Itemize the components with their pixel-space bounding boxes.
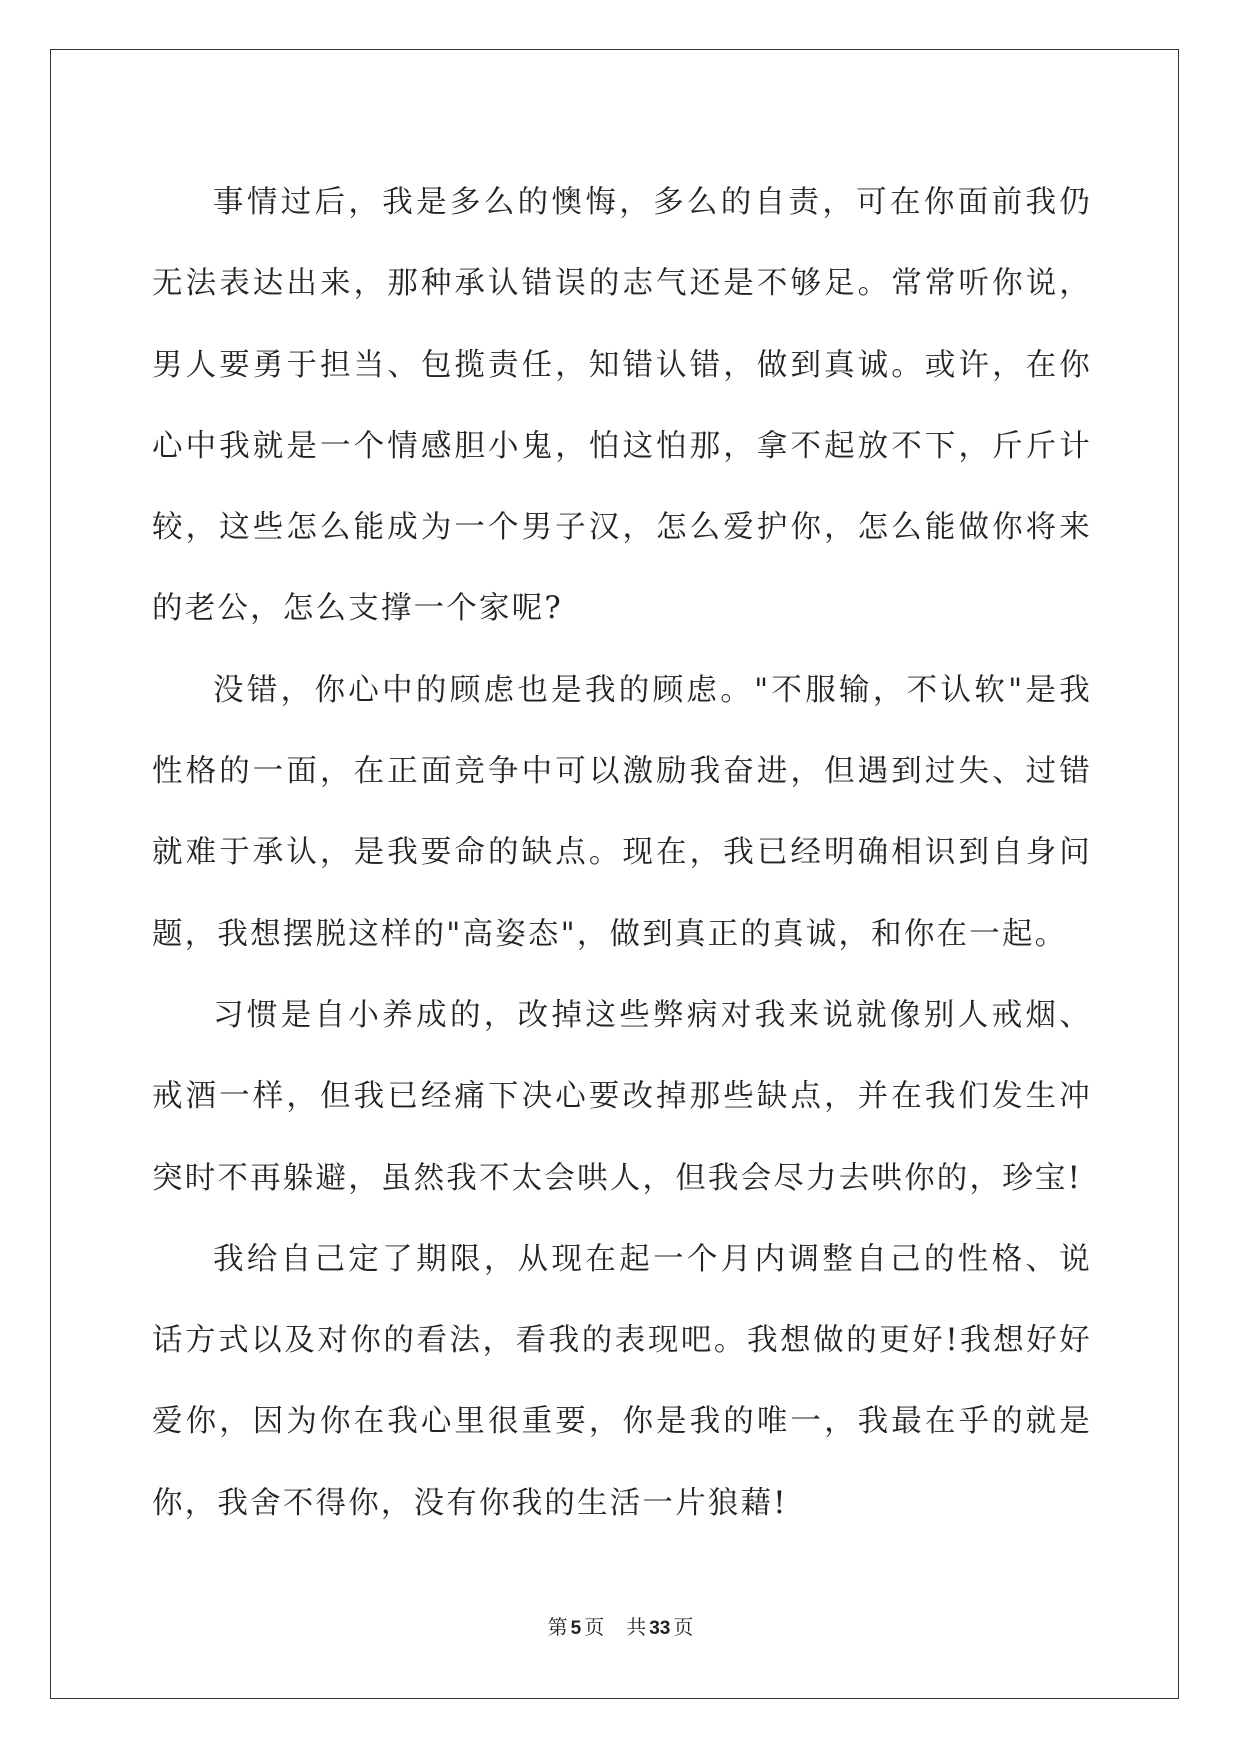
page-prefix: 第 bbox=[547, 1615, 568, 1639]
paragraph-4: 我给自己定了期限，从现在起一个月内调整自己的性格、说话方式以及对你的看法，看我的表现吧。我想做的更好!我想好好爱你，因为你在我心里很重要，你是我的唯一，我最在乎的就是你，我舍不得你，没有你我的生活一片狼藉! bbox=[152, 1241, 1092, 1521]
document-body bbox=[152, 162, 1092, 1544]
paragraph-2: 没错，你心中的顾虑也是我的顾虑。"不服输，不认软"是我性格的一面，在正面竞争中可以激励我奋进，但遇到过失、过错就难于承认，是我要命的缺点。现在，我已经明确相识到自身问题，我想摆脱这样的"高姿态"，做到真正的真诚，和你在一起。 bbox=[152, 672, 1092, 952]
paragraph-3: 习惯是自小养成的，改掉这些弊病对我来说就像别人戒烟、戒酒一样，但我已经痛下决心要改掉那些缺点，并在我们发生冲突时不再躲避，虽然我不太会哄人，但我会尽力去哄你的，珍宝! bbox=[152, 997, 1092, 1196]
total-prefix: 共 bbox=[626, 1615, 647, 1639]
page-footer bbox=[0, 1611, 1241, 1640]
paragraph-1: 事情过后，我是多么的懊悔，多么的自责，可在你面前我仍无法表达出来，那种承认错误的志气还是不够足。常常听你说，男人要勇于担当、包揽责任，知错认错，做到真诚。或许，在你心中我就是一个情感胆小鬼，怕这怕那，拿不起放不下，斤斤计较，这些怎么能成为一个男子汉，怎么爱护你，怎么能做你将来的老公，怎么支撑一个家呢? bbox=[152, 185, 1092, 627]
total-suffix: 页 bbox=[673, 1615, 694, 1639]
page-number: 5 bbox=[570, 1618, 582, 1639]
page-suffix: 页 bbox=[584, 1615, 605, 1639]
total-pages: 33 bbox=[649, 1618, 671, 1639]
